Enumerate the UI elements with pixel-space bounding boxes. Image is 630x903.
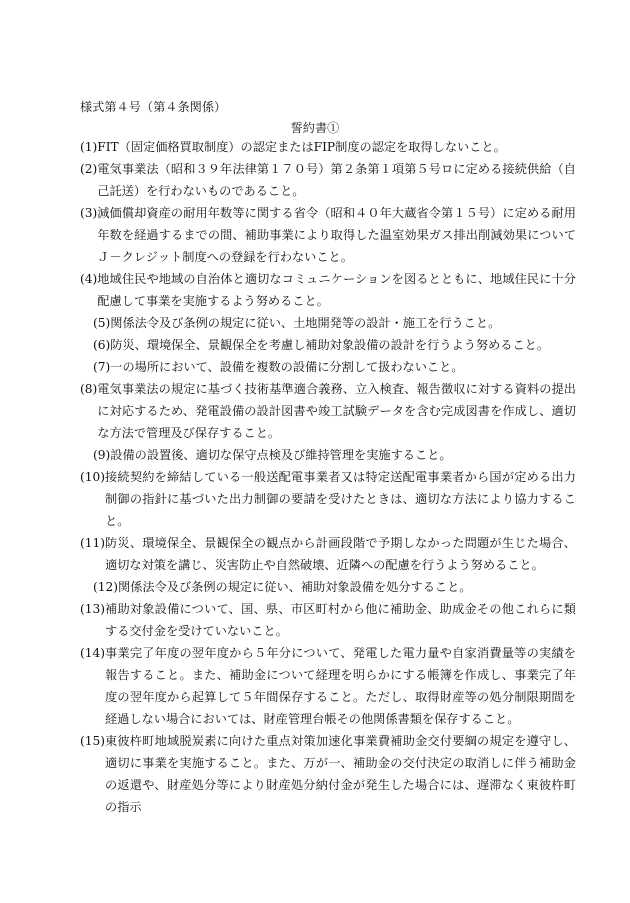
pledge-item-7 xyxy=(80,356,576,378)
pledge-item-8 xyxy=(80,378,576,444)
pledge-item-12 xyxy=(80,576,576,598)
pledge-item-10 xyxy=(80,466,576,532)
item-number: (13) xyxy=(80,602,106,616)
pledge-item-9 xyxy=(80,444,576,466)
item-number: (1) xyxy=(80,140,98,154)
item-number: (6) xyxy=(93,338,111,352)
item-text: 地域住民や地域の自治体と適切なコミュニケーションを図るとともに、地域住民に十分配慮して事業を実施するよう努めること。 xyxy=(97,272,576,308)
item-text: 電気事業法（昭和３９年法律第１７０号）第２条第１項第５号ロに定める接続供給（自己託送）を行わないものであること。 xyxy=(97,162,576,198)
pledge-item-6 xyxy=(80,334,576,356)
pledge-list xyxy=(80,136,576,818)
item-text: 電気事業法の規定に基づく技術基準適合義務、立入検査、報告徴収に対する資料の提出に対応するため、発電設備の設計図書や竣工試験データを含む完成図書を作成し、適切な方法で管理及び保存すること。 xyxy=(97,382,576,440)
document-title: 誓約書① xyxy=(290,121,340,135)
pledge-item-13 xyxy=(80,598,576,642)
item-number: (14) xyxy=(80,646,106,660)
item-text: 設備の設置後、適切な保守点検及び維持管理を実施すること。 xyxy=(110,448,452,462)
item-number: (8) xyxy=(80,382,98,396)
pledge-item-2 xyxy=(80,158,576,202)
item-text: 防災、環境保全、景観保全を考慮し補助対象設備の設計を行うよう努めること。 xyxy=(110,338,550,352)
form-number: 様式第４号（第４条関係） xyxy=(80,100,227,114)
item-number: (12) xyxy=(93,580,119,594)
pledge-item-4 xyxy=(80,268,576,312)
item-text: 関係法令及び条例の規定に従い、土地開発等の設計・施工を行うこと。 xyxy=(110,316,501,330)
item-number: (9) xyxy=(93,448,111,462)
item-text: 関係法令及び条例の規定に従い、補助対象設備を処分すること。 xyxy=(118,580,472,594)
pledge-item-15 xyxy=(80,730,576,818)
item-number: (4) xyxy=(80,272,98,286)
pledge-item-5 xyxy=(80,312,576,334)
item-text: 防災、環境保全、景観保全の観点から計画段階で予期しなかった問題が生じた場合、適切な対策を講じ、災害防止や自然破壊、近隣への配慮を行うよう努めること。 xyxy=(105,536,576,572)
pledge-item-3 xyxy=(80,202,576,268)
pledge-item-1 xyxy=(80,136,576,158)
item-text: 事業完了年度の翌年度から５年分について、発電した電力量や自家消費量等の実績を報告すること。また、補助金について経理を明らかにする帳簿を作成し、事業完了年度の翌年度から起算して５年間保存すること。ただし、取得財産等の処分制限期間を経過しない場合においては、財産管理台帳その他関係書類を保存すること。 xyxy=(105,646,576,726)
item-text: 接続契約を締結している一般送配電事業者又は特定送配電事業者から国が定める出力制御の指針に基づいた出力制御の要請を受けたときは、適切な方法により協力すること。 xyxy=(105,470,576,528)
item-number: (7) xyxy=(93,360,111,374)
pledge-item-11 xyxy=(80,532,576,576)
item-text: 補助対象設備について、国、県、市区町村から他に補助金、助成金その他これらに類する交付金を受けていないこと。 xyxy=(105,602,576,638)
item-number: (5) xyxy=(93,316,111,330)
pledge-item-14 xyxy=(80,642,576,730)
item-number: (15) xyxy=(80,734,106,748)
item-text: 減価償却資産の耐用年数等に関する省令（昭和４０年大蔵省令第１５号）に定める耐用年数を経過するまでの間、補助事業により取得した温室効果ガス排出削減効果についてＪ－クレジット制度への登録を行わないこと。 xyxy=(97,206,576,264)
item-number: (11) xyxy=(80,536,106,550)
item-number: (3) xyxy=(80,206,98,220)
item-text: 東彼杵町地域脱炭素に向けた重点対策加速化事業費補助金交付要綱の規定を遵守し、適切に事業を実施すること。また、万が一、補助金の交付決定の取消しに伴う補助金の返還や、財産処分等により財産処分納付金が発生した場合には、遅滞なく東彼杵町の指示 xyxy=(105,734,576,814)
item-number: (10) xyxy=(80,470,106,484)
item-number: (2) xyxy=(80,162,98,176)
item-text: FIT（固定価格買取制度）の認定またはFIP制度の認定を取得しないこと。 xyxy=(97,140,506,154)
item-text: 一の場所において、設備を複数の設備に分割して扱わないこと。 xyxy=(110,360,464,374)
